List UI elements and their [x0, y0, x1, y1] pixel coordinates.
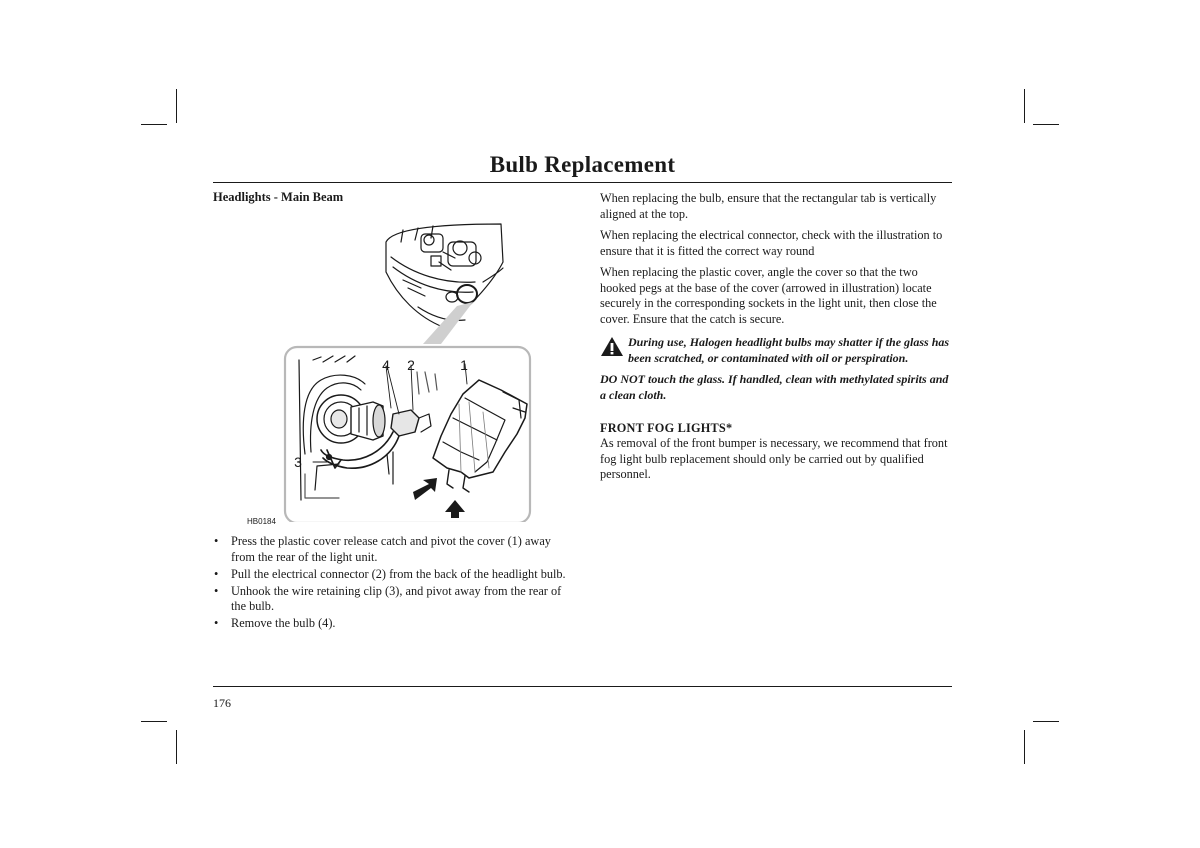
crop-mark [1033, 721, 1059, 722]
bullet-icon: • [214, 583, 219, 598]
callout-2: 2 [407, 357, 415, 373]
crop-mark [141, 124, 167, 125]
paragraph: When replacing the bulb, ensure that the rectangular tab is vertically aligned at the top. [600, 191, 937, 221]
list-item: • Pull the electrical connector (2) from the back of the headlight bulb. [214, 566, 566, 581]
paragraph: When replacing the plastic cover, angle the cover so that the two hooked pegs at the base of the cover (arrowed in illustration) locate securely in the corresponding sockets in the light unit, then close the cover. Ensure that the catch is secure. [600, 265, 937, 326]
headlight-illustration [243, 222, 535, 530]
bullet-icon: • [214, 566, 219, 581]
warning-instruction: DO NOT touch the glass. If handled, clean with methylated spirits and a clean cloth. [600, 372, 949, 402]
callout-3: 3 [294, 454, 302, 470]
list-item: • Unhook the wire retaining clip (3), and pivot away from the rear of the bulb. [214, 583, 562, 613]
crop-mark [176, 730, 177, 764]
header-rule [213, 182, 952, 183]
page-number: 176 [213, 696, 231, 710]
section-heading: Headlights - Main Beam [213, 190, 344, 204]
left-column [213, 190, 573, 205]
fog-lights-text: As removal of the front bumper is necessary, we recommend that front fog light bulb replacement should only be carried out by qualified personnel. [600, 436, 948, 481]
footer-rule [213, 686, 952, 687]
warning-text: During use, Halogen headlight bulbs may shatter if the glass has been scratched, or contaminated with oil or perspiration. [628, 335, 950, 365]
warning-box [600, 335, 952, 403]
list-item: • Remove the bulb (4). [214, 616, 336, 630]
paragraph: When replacing the electrical connector, check with the illustration to ensure that it is fitted the correct way round [600, 228, 943, 258]
steps-list [213, 534, 568, 633]
car-front-inset [386, 224, 503, 327]
fog-lights-heading: FRONT FOG LIGHTS* [600, 421, 733, 435]
crop-mark [141, 721, 167, 722]
crop-mark [1033, 124, 1059, 125]
crop-mark [1024, 730, 1025, 764]
right-column [600, 191, 952, 489]
callout-4: 4 [382, 357, 390, 373]
crop-mark [176, 89, 177, 123]
crop-mark [1024, 89, 1025, 123]
page-title: Bulb Replacement [489, 152, 676, 177]
callout-1: 1 [460, 357, 468, 373]
bullet-icon: • [214, 616, 219, 630]
figure-code: HB0184 [247, 517, 276, 526]
warning-icon [600, 336, 624, 357]
bullet-icon: • [214, 534, 219, 548]
list-item: • Press the plastic cover release catch and pivot the cover (1) away from the rear of the light unit. [214, 534, 551, 564]
headlight-diagram [243, 222, 535, 522]
